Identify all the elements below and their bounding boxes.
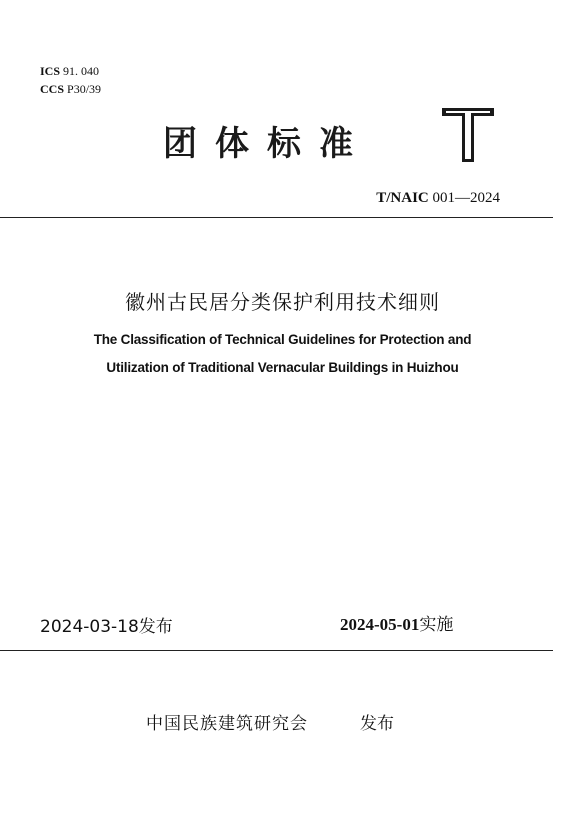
standard-type-title: 团体标准 [163, 124, 371, 164]
standard-T-logo-icon [440, 104, 496, 166]
bottom-divider [0, 650, 553, 651]
ics-code: ICS 91. 040 [40, 64, 100, 78]
title-english-line-1: The Classification of Technical Guidelines for Protection and [93, 332, 472, 347]
title-chinese: 徽州古民居分类保护利用技术细则 [125, 290, 440, 314]
top-divider [0, 217, 553, 218]
standard-number: T/NAIC 001—2024 [376, 190, 500, 206]
publisher-name: 中国民族建筑研究会 [146, 714, 308, 734]
classification-codes [40, 62, 101, 98]
release-date: 2024-03-18发布 [40, 617, 173, 637]
title-english-line-2: Utilization of Traditional Vernacular Buildings in Huizhou [106, 360, 459, 375]
effective-date: 2024-05-01实施 [340, 615, 454, 634]
publish-label: 发布 [360, 714, 394, 734]
ccs-code: CCS P30/39 [40, 82, 102, 96]
